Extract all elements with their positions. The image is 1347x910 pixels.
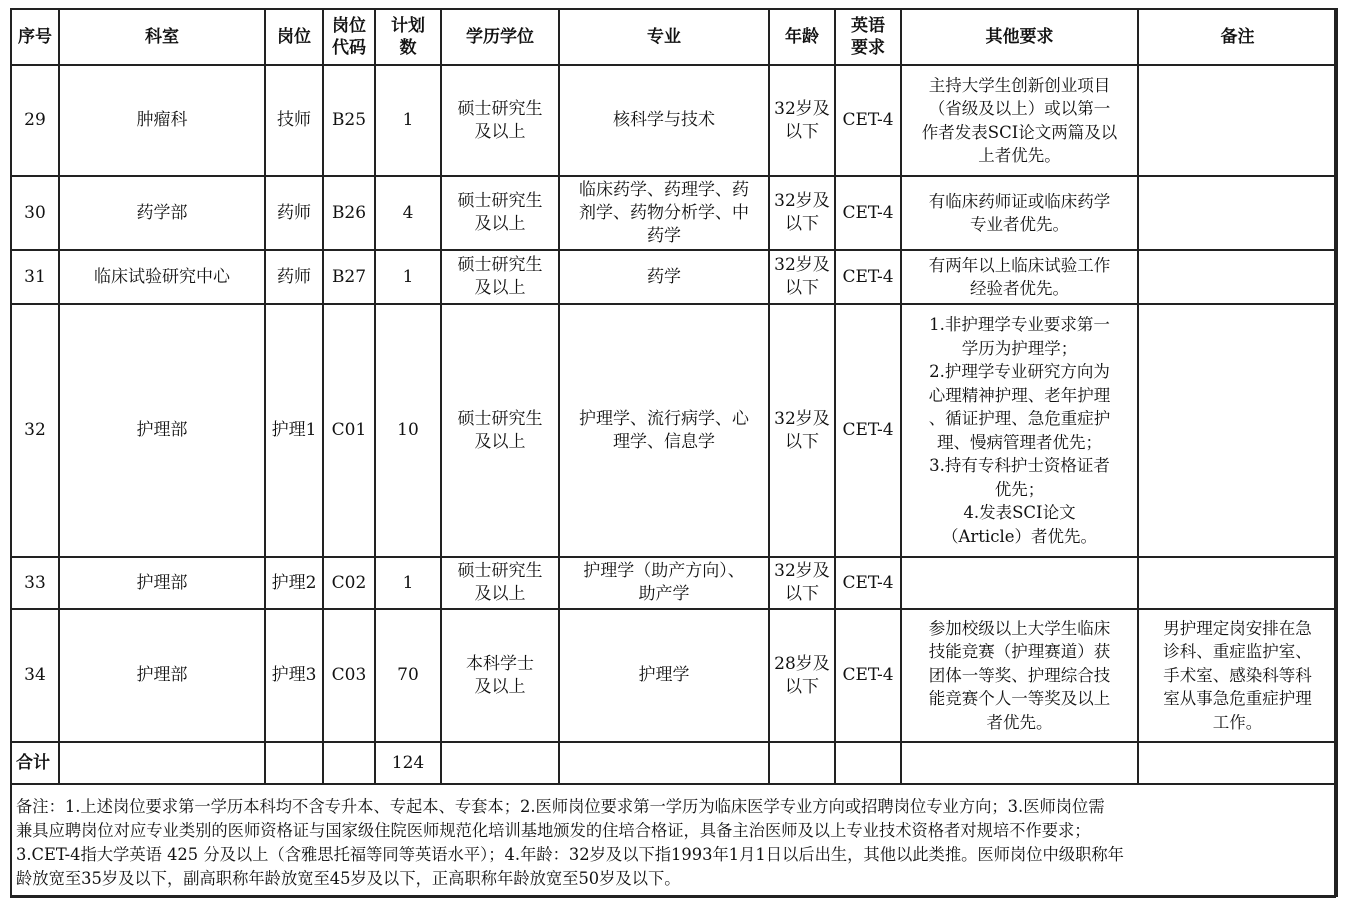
department-cell xyxy=(59,176,265,250)
table-cell xyxy=(59,742,265,784)
remark-cell xyxy=(1138,176,1337,250)
text-line: 核科学与技术 xyxy=(613,110,715,130)
education-cell xyxy=(441,250,559,304)
text-line: CET-4 xyxy=(842,420,894,440)
text-line: 药学 xyxy=(647,225,681,246)
english-cell xyxy=(835,609,901,742)
text-line: CET-4 xyxy=(842,202,894,223)
text-line: 备注：1.上述岗位要求第一学历本科均不含专升本、专起本、专套本；2.医师岗位要求第一学历为临床医学专业方向或招聘岗位专业方向；3.医师岗位需 xyxy=(16,797,1105,816)
text-line: 及以上 xyxy=(474,214,526,234)
plan-count-cell xyxy=(375,250,441,304)
text-line: 32岁及 xyxy=(774,98,830,119)
text-line: 龄放宽至35岁及以下，副高职称年龄放宽至45岁及以下，正高职称年龄放宽至50岁及以下。 xyxy=(16,869,681,888)
header-cell xyxy=(559,9,769,65)
department-cell xyxy=(59,250,265,304)
text-line: 工作。 xyxy=(1212,712,1263,732)
table-cell xyxy=(901,742,1138,784)
education-cell xyxy=(441,609,559,742)
text-line: 英语 xyxy=(851,16,885,36)
table-cell xyxy=(769,742,835,784)
text-line: C02 xyxy=(331,572,367,593)
text-line: 硕士研究生 xyxy=(457,255,543,275)
remark-cell xyxy=(1138,557,1337,609)
english-cell xyxy=(835,176,901,250)
text-line: 年龄 xyxy=(785,27,819,47)
text-line: 参加校级以上大学生临床 xyxy=(928,618,1111,638)
table-row xyxy=(11,609,1337,742)
text-line: 序号 xyxy=(18,27,52,47)
text-line: （Article）者优先。 xyxy=(942,526,1097,546)
text-line: 药学部 xyxy=(136,202,188,223)
header-cell xyxy=(441,9,559,65)
text-line: 1.非护理学专业要求第一 xyxy=(929,315,1110,334)
text-line: 其他要求 xyxy=(985,27,1054,47)
table-row xyxy=(11,65,1337,176)
text-line: 32岁及 xyxy=(774,191,830,211)
text-line: 4.发表SCI论文 xyxy=(963,503,1076,522)
major-cell xyxy=(559,250,769,304)
text-line: 要求 xyxy=(851,38,885,58)
header-cell xyxy=(323,9,375,65)
requirements-cell xyxy=(901,304,1138,557)
position-code-cell xyxy=(323,176,375,250)
major-cell xyxy=(559,609,769,742)
header-row xyxy=(11,9,1337,65)
text-line: 护理2 xyxy=(271,572,317,593)
row-number-cell xyxy=(11,176,59,250)
text-line: 以下 xyxy=(785,214,819,234)
header-cell xyxy=(769,9,835,65)
text-line: 30 xyxy=(24,202,46,223)
text-line: 理、慢病管理者优先； xyxy=(937,432,1102,452)
text-line: 临床药学、药理学、药 xyxy=(579,179,749,200)
major-cell xyxy=(559,176,769,250)
table-cell xyxy=(835,742,901,784)
text-line: C01 xyxy=(331,420,367,440)
text-line: CET-4 xyxy=(842,665,894,685)
position-cell xyxy=(265,609,323,742)
text-line: 及以上 xyxy=(474,584,526,604)
age-cell xyxy=(769,250,835,304)
text-line: 硕士研究生 xyxy=(457,191,543,211)
text-line: 及以上 xyxy=(474,431,526,452)
requirements-cell xyxy=(901,176,1138,250)
position-cell xyxy=(265,304,323,557)
plan-count-cell xyxy=(375,65,441,176)
text-line: 理学、信息学 xyxy=(613,431,715,452)
position-code-cell xyxy=(323,609,375,742)
row-number-cell xyxy=(11,557,59,609)
text-line: 有两年以上临床试验工作 xyxy=(928,255,1111,275)
education-cell xyxy=(441,557,559,609)
total-plan-count: 124 xyxy=(375,742,441,784)
text-line: 10 xyxy=(397,420,419,440)
text-line: 能竞赛个人一等奖及以上 xyxy=(928,689,1111,709)
position-cell xyxy=(265,250,323,304)
text-line: 药师 xyxy=(277,266,311,287)
position-code-cell xyxy=(323,557,375,609)
text-line: 药学 xyxy=(647,266,681,287)
text-line: 28岁及 xyxy=(774,653,830,674)
text-line: B25 xyxy=(331,110,367,130)
department-cell xyxy=(59,65,265,176)
header-cell xyxy=(265,9,323,65)
text-line: 护理1 xyxy=(271,420,317,440)
table-row xyxy=(11,250,1337,304)
text-line: 团体一等奖、护理综合技 xyxy=(928,665,1111,685)
total-label: 合计 xyxy=(11,742,59,784)
position-cell xyxy=(265,557,323,609)
text-line: 男护理定岗安排在急 xyxy=(1163,618,1312,638)
text-line: 剂学、药物分析学、中 xyxy=(579,202,749,223)
header-cell xyxy=(59,9,265,65)
requirements-cell xyxy=(901,65,1138,176)
age-cell xyxy=(769,557,835,609)
remark-cell xyxy=(1138,65,1337,176)
department-cell xyxy=(59,304,265,557)
text-line: 70 xyxy=(397,665,419,685)
text-line: 4 xyxy=(402,202,414,223)
text-line: 上者优先。 xyxy=(978,146,1061,165)
total-row xyxy=(11,742,1337,784)
major-cell xyxy=(559,557,769,609)
text-line: 33 xyxy=(24,572,46,593)
text-line: 护理学、流行病学、心 xyxy=(579,408,749,429)
text-line: 室从事急危重症护理 xyxy=(1163,689,1312,709)
text-line: 以下 xyxy=(785,431,819,452)
text-line: B26 xyxy=(331,202,367,223)
text-line: 及以上 xyxy=(474,278,526,298)
text-line: 者优先。 xyxy=(986,712,1053,732)
major-cell xyxy=(559,304,769,557)
text-line: 计划 xyxy=(391,16,425,36)
position-cell xyxy=(265,65,323,176)
table-row xyxy=(11,557,1337,609)
position-cell xyxy=(265,176,323,250)
text-line: 硕士研究生 xyxy=(457,98,543,119)
text-line: 岗位 xyxy=(332,16,366,36)
text-line: 学历学位 xyxy=(466,27,534,47)
text-line: 技师 xyxy=(277,110,311,130)
text-line: 1 xyxy=(402,266,414,287)
text-line: 助产学 xyxy=(638,584,690,604)
age-cell xyxy=(769,304,835,557)
header-cell xyxy=(901,9,1138,65)
department-cell xyxy=(59,557,265,609)
requirements-cell xyxy=(901,557,1138,609)
department-cell xyxy=(59,609,265,742)
text-line: 护理部 xyxy=(136,572,188,593)
text-line: 护理部 xyxy=(136,420,188,440)
text-line: 护理学（助产方向）、 xyxy=(583,561,745,581)
text-line: 经验者优先。 xyxy=(970,279,1069,298)
text-line: 硕士研究生 xyxy=(457,408,543,429)
english-cell xyxy=(835,304,901,557)
remark-cell xyxy=(1138,304,1337,557)
table-cell xyxy=(265,742,323,784)
english-cell xyxy=(835,557,901,609)
text-line: 手术室、感染科等科 xyxy=(1163,665,1312,685)
position-code-cell xyxy=(323,65,375,176)
table-cell xyxy=(441,742,559,784)
text-line: 34 xyxy=(24,665,46,685)
text-line: 主持大学生创新创业项目 xyxy=(928,75,1111,95)
table-row xyxy=(11,304,1337,557)
text-line: 以下 xyxy=(785,676,819,697)
text-line: 药师 xyxy=(277,202,311,223)
plan-count-cell xyxy=(375,176,441,250)
text-line: 护理3 xyxy=(271,665,317,685)
header-cell xyxy=(1138,9,1337,65)
text-line: 、循证护理、急危重症护 xyxy=(928,409,1111,428)
text-line: 29 xyxy=(24,110,46,130)
text-line: 科室 xyxy=(145,27,179,47)
text-line: 32岁及 xyxy=(774,255,830,275)
requirements-cell xyxy=(901,250,1138,304)
education-cell xyxy=(441,304,559,557)
text-line: 1 xyxy=(402,110,414,130)
text-line: 数 xyxy=(399,38,417,58)
text-line: CET-4 xyxy=(842,572,894,593)
education-cell xyxy=(441,176,559,250)
text-line: 3.持有专科护士资格证者 xyxy=(929,456,1110,475)
text-line: 3.CET-4指大学英语 425 分及以上（含雅思托福等同等英语水平）；4.年龄：32岁及以下指1993年1月1日以后出生，其他以此类推。医师岗位中级职称年 xyxy=(16,845,1124,864)
plan-count-cell xyxy=(375,304,441,557)
text-line: 1 xyxy=(402,572,414,593)
english-cell xyxy=(835,65,901,176)
table-cell xyxy=(1138,742,1337,784)
row-number-cell xyxy=(11,250,59,304)
header-cell xyxy=(375,9,441,65)
text-line: C03 xyxy=(331,665,367,685)
footnote xyxy=(11,784,1337,896)
position-code-cell xyxy=(323,250,375,304)
position-code-cell xyxy=(323,304,375,557)
age-cell xyxy=(769,609,835,742)
text-line: 以下 xyxy=(785,278,819,298)
major-cell xyxy=(559,65,769,176)
text-line: CET-4 xyxy=(842,110,894,130)
table-row xyxy=(11,176,1337,250)
text-line: 学历为护理学； xyxy=(961,338,1078,358)
remark-cell xyxy=(1138,609,1337,742)
text-line: 肿瘤科 xyxy=(136,110,188,130)
text-line: 专业 xyxy=(647,27,681,47)
education-cell xyxy=(441,65,559,176)
remark-cell xyxy=(1138,250,1337,304)
text-line: 有临床药师证或临床药学 xyxy=(928,191,1111,211)
header-cell xyxy=(11,9,59,65)
table-cell xyxy=(323,742,375,784)
age-cell xyxy=(769,176,835,250)
text-line: 代码 xyxy=(332,38,366,58)
header-cell xyxy=(835,9,901,65)
text-line: 32岁及 xyxy=(774,408,830,429)
plan-count-cell xyxy=(375,557,441,609)
age-cell xyxy=(769,65,835,176)
text-line: 护理学 xyxy=(638,665,690,685)
text-line: 临床试验研究中心 xyxy=(94,266,230,287)
note-row xyxy=(11,784,1337,896)
text-line: 32 xyxy=(24,420,46,440)
row-number-cell xyxy=(11,65,59,176)
text-line: 及以上 xyxy=(474,676,526,697)
text-line: 2.护理学专业研究方向为 xyxy=(929,362,1110,381)
text-line: CET-4 xyxy=(842,266,894,287)
text-line: 兼具应聘岗位对应专业类别的医师资格证与国家级住院医师规范化培训基地颁发的住培合格证，具备主治医师及以上专业技术资格者对规培不作要求； xyxy=(16,821,1091,840)
text-line: 31 xyxy=(24,266,46,287)
text-line: 岗位 xyxy=(277,27,311,47)
text-line: 硕士研究生 xyxy=(457,561,543,581)
english-cell xyxy=(835,250,901,304)
text-line: 32岁及 xyxy=(774,561,830,581)
text-line: 本科学士 xyxy=(466,653,534,674)
text-line: （省级及以上）或以第一 xyxy=(928,99,1111,118)
text-line: 技能竞赛（护理赛道）获 xyxy=(928,642,1111,662)
text-line: 以下 xyxy=(785,121,819,142)
row-number-cell xyxy=(11,609,59,742)
text-line: 作者发表SCI论文两篇及以 xyxy=(921,122,1118,142)
text-line: 及以上 xyxy=(474,121,526,142)
text-line: 备注 xyxy=(1220,27,1255,47)
table-cell xyxy=(559,742,769,784)
text-line: 心理精神护理、老年护理 xyxy=(928,385,1111,405)
text-line: B27 xyxy=(331,266,367,287)
text-line: 以下 xyxy=(785,584,819,604)
text-line: 诊科、重症监护室、 xyxy=(1163,642,1312,662)
row-number-cell xyxy=(11,304,59,557)
requirements-cell xyxy=(901,609,1138,742)
text-line: 专业者优先。 xyxy=(970,215,1069,234)
recruitment-table xyxy=(10,8,1338,897)
text-line: 护理部 xyxy=(136,665,188,685)
text-line: 优先； xyxy=(994,479,1045,499)
plan-count-cell xyxy=(375,609,441,742)
